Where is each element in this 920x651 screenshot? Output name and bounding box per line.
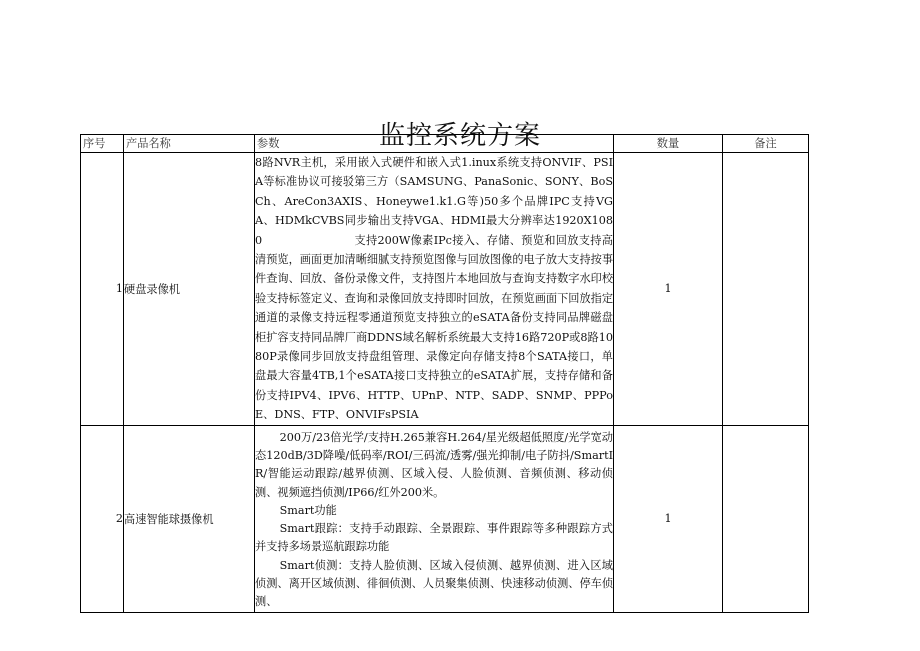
page-title: 监控系统方案: [378, 121, 541, 152]
param-paragraph: Smart侦测：支持人脸侦测、区域入侵侦测、越界侦测、进入区域侦测、离开区域侦测、徘徊侦测、人员聚集侦测、快速移动侦测、停车侦测、: [255, 558, 614, 609]
cell-qty: 1: [614, 153, 723, 426]
header-param: 参数: [255, 135, 614, 153]
cell-name: 高速智能球摄像机: [124, 425, 255, 612]
cell-no: 2: [81, 425, 124, 612]
table-row: [81, 425, 809, 612]
param-paragraph: 200万/23倍光学/支持H.265兼容H.264/星光级超低照度/光学宽动态120dB/3D降噪/低码率/ROI/三码流/透雾/强光抑制/电子防抖/SmartIR/智能运动跟踪/越界侦测、区域入侵、人脸侦测、音频侦测、移动侦测、视频遮挡侦测/IP66/红外200米。: [255, 430, 613, 499]
header-no: 序号: [81, 135, 124, 153]
cell-param: [255, 153, 614, 426]
header-qty: 数量: [614, 135, 723, 153]
table-header-row: [81, 135, 809, 153]
param-paragraph: Smart跟踪：支持手动跟踪、全景跟踪、事件跟踪等多种跟踪方式并支持多场景巡航跟踪功能: [255, 522, 613, 554]
cell-note: [723, 425, 809, 612]
spec-table: [80, 134, 809, 613]
param-text: [255, 426, 613, 612]
cell-no: 1: [81, 153, 124, 426]
header-note: 备注: [723, 135, 809, 153]
cell-note: [723, 153, 809, 426]
cell-param: [255, 425, 614, 612]
cell-name: 硬盘录像机: [124, 153, 255, 426]
header-name: 产品名称: [124, 135, 255, 153]
cell-qty: 1: [614, 425, 723, 612]
param-paragraph: Smart功能: [279, 503, 337, 517]
table-row: [81, 153, 809, 426]
param-text: 8路NVR主机，采用嵌入式硬件和嵌入式1.inux系统支持ONVIF、PSIA等标准协议可接驳第三方（SAMSUNG、PanaSonic、SONY、BoSCh、AreCon3AXIS、Honeywe1.k1.G等)50多个品牌IPC支持VGA、HDMkCVBS同步输出支持VGA、HDMI最大分辨率达1920X1080 支持200W像素IPc接入、存储、预览和回放支持高清预览，画面更加清晰细腻支持预览图像与回放图像的电子放大支持按事件查询、回放、备份录像文件，支持图片本地回放与查询支持数字水印校验支持标签定义、查询和录像回放支持即时回放，在预览画面下回放指定通道的录像支持远程零通道预览支持独立的eSATA备份支持同品牌磁盘柜扩容支持同品牌厂商DDNS域名解析系统最大支持16路720P或8路1080P录像同步回放支持盘组管理、录像定向存储支持8个SATA接口，单盘最大容量4TB,1个eSATA接口支持独立的eSATA扩展，支持存储和备份支持IPV4、IPV6、HTTP、UPnP、NTP、SADP、SNMP、PPPoE、DNS、FTP、ONVIFsPSIA: [255, 156, 614, 422]
